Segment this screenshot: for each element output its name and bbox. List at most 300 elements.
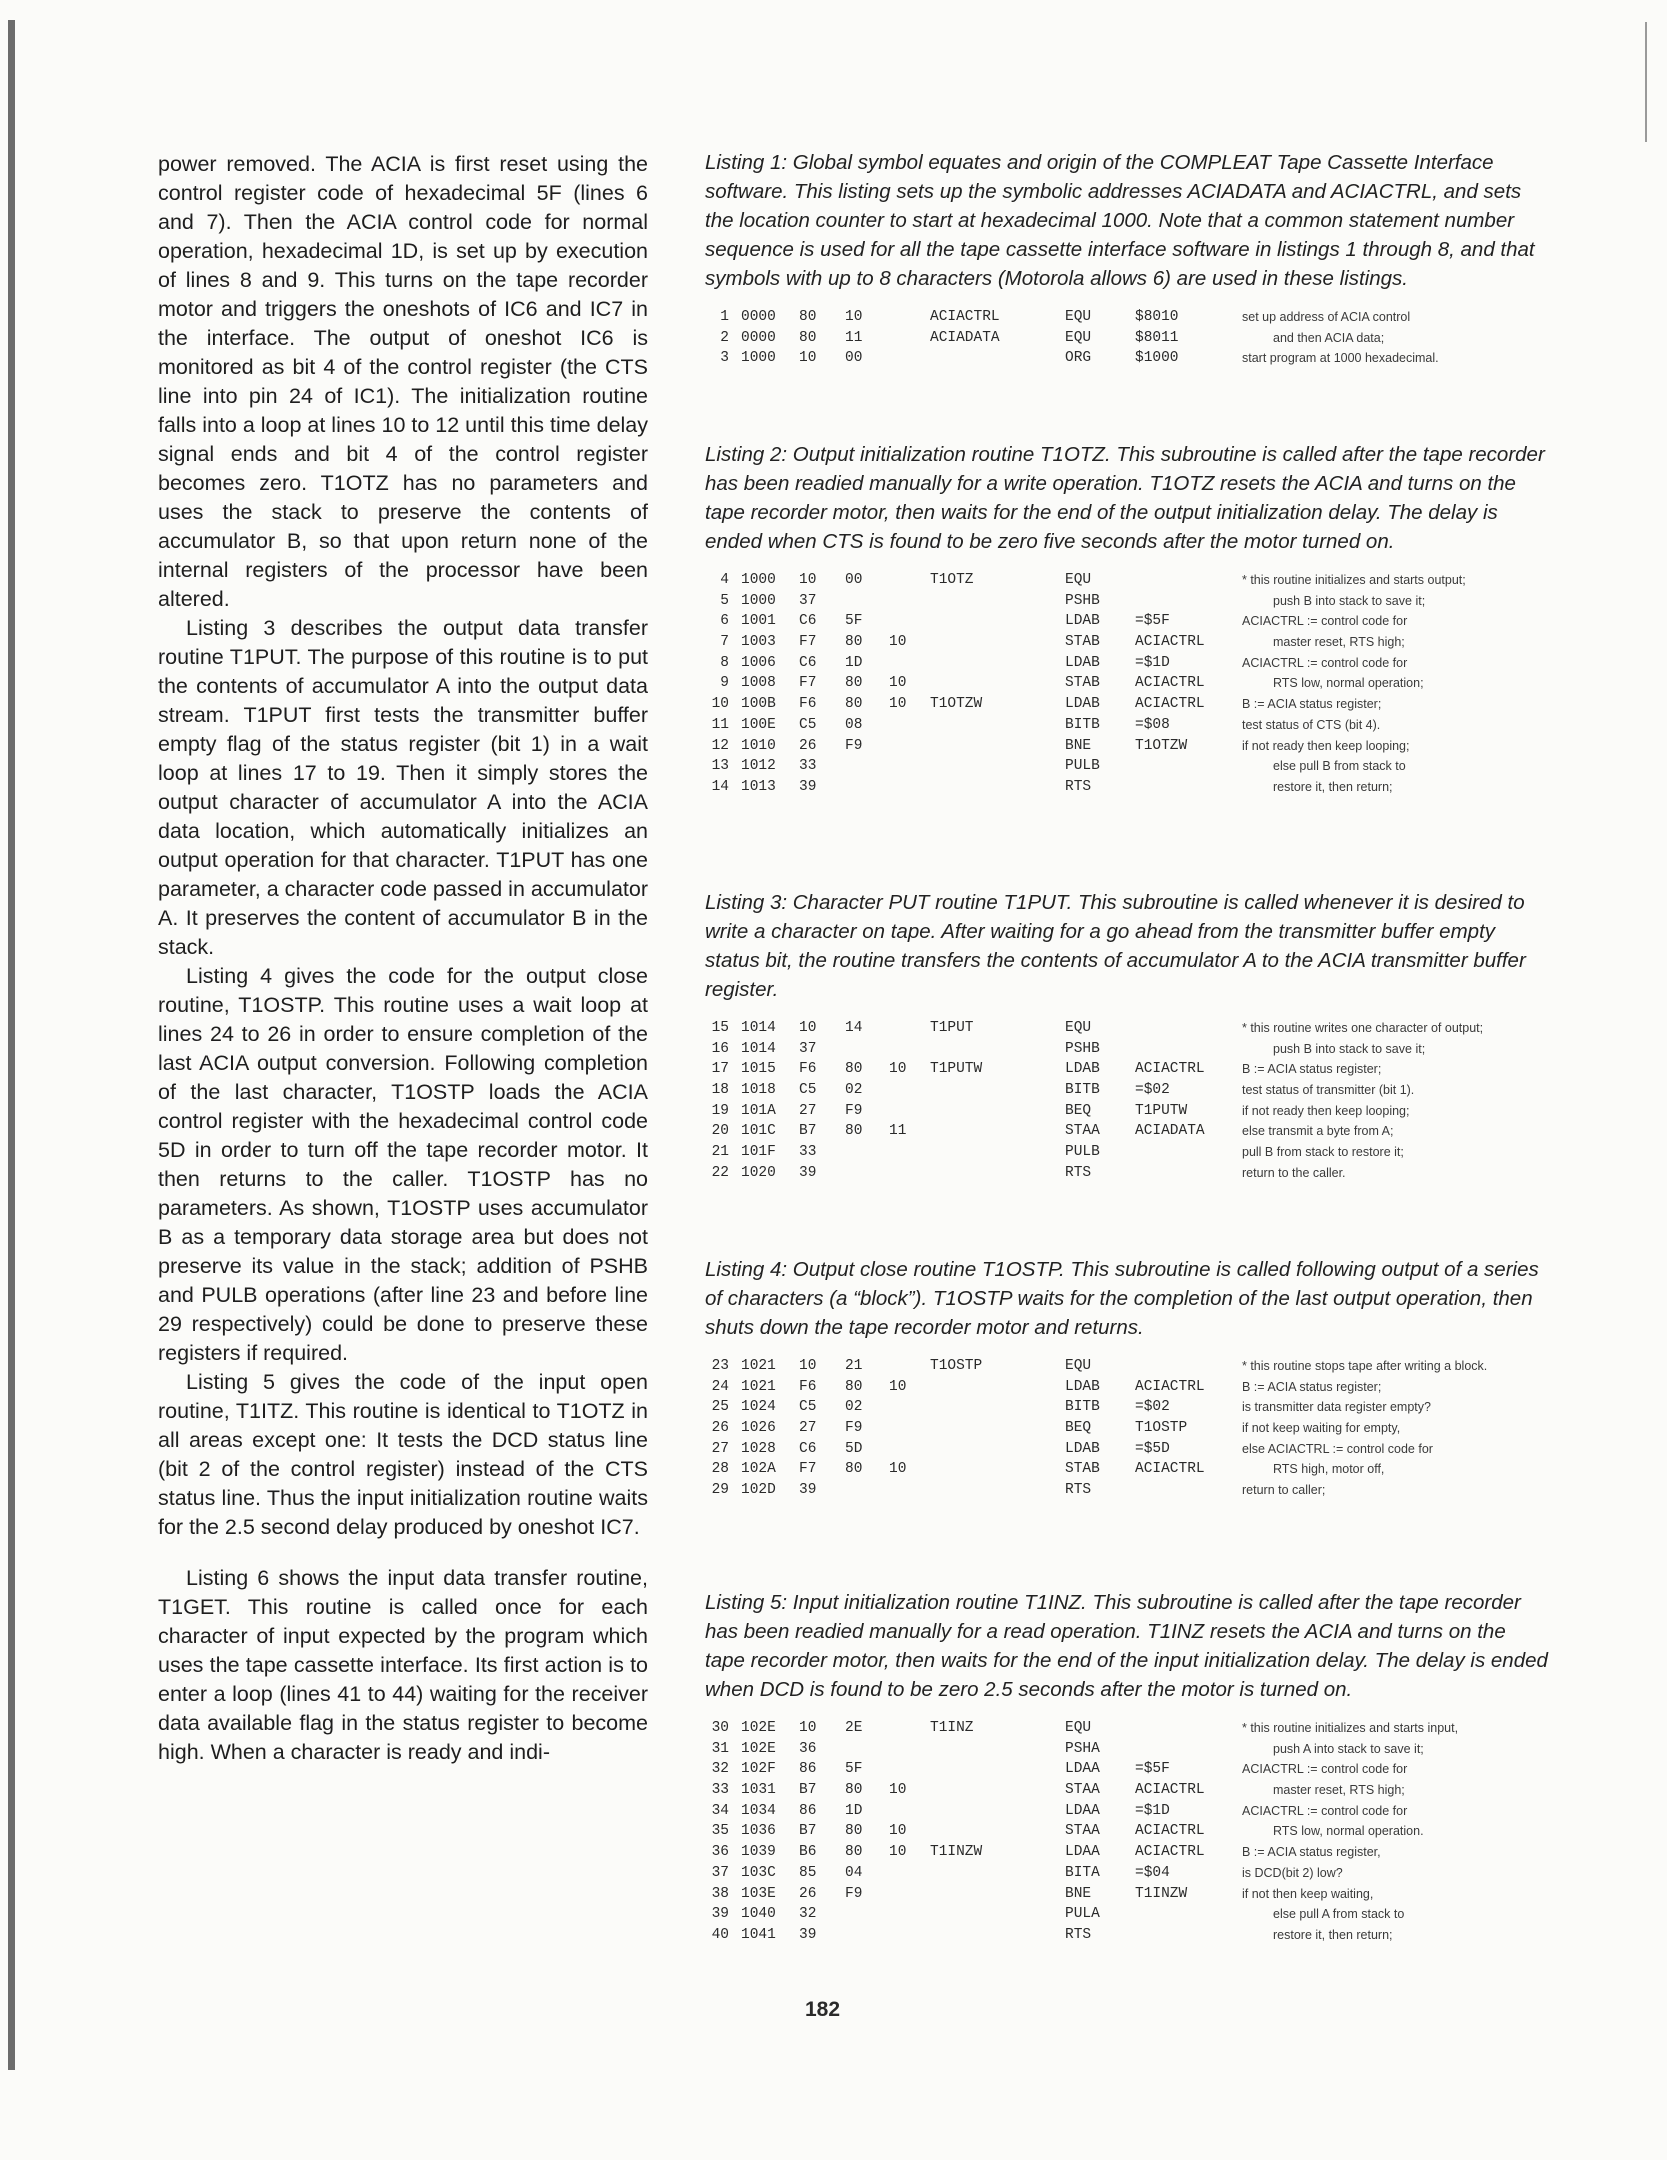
- code-line: [705, 307, 1550, 328]
- comment: else ACIACTRL := control code for: [1242, 1441, 1433, 1456]
- comment: B := ACIA status register;: [1242, 697, 1382, 712]
- code-line: [705, 715, 1550, 736]
- operand: ACIACTRL: [1135, 634, 1205, 651]
- line-number: 33: [711, 1782, 729, 1799]
- operand-byte: 80: [845, 1061, 863, 1078]
- opcode-byte: B6: [799, 1844, 817, 1861]
- line-number: 17: [711, 1061, 729, 1078]
- address: 1013: [741, 778, 776, 795]
- address: 102E: [741, 1740, 776, 1757]
- opcode-byte: 32: [799, 1906, 817, 1923]
- address: 1021: [741, 1378, 776, 1395]
- address: 1001: [741, 613, 776, 630]
- opcode-byte: 10: [799, 572, 817, 588]
- code-line: [705, 1925, 1550, 1946]
- listing-caption: Listing 4: Output close routine T1OSTP. This subroutine is called following output of a series of characters (a “block”). T1OSTP waits for the completion of the last output operation, then shuts down the tape recorder motor and returns.: [705, 1258, 1539, 1339]
- comment: test status of transmitter (bit 1).: [1242, 1083, 1415, 1098]
- listing-5: [705, 1588, 1550, 1946]
- operand-byte: 00: [845, 350, 863, 367]
- line-number: 26: [711, 1420, 729, 1437]
- line-number: 25: [711, 1399, 729, 1416]
- address: 1006: [741, 654, 776, 671]
- mnemonic: EQU: [1065, 1358, 1092, 1374]
- operand-byte: 02: [845, 1082, 863, 1099]
- opcode-byte: F7: [799, 675, 817, 692]
- line-number: 13: [711, 758, 729, 775]
- line-number: 4: [720, 572, 729, 588]
- body-text-column: [158, 150, 648, 1767]
- mnemonic: RTS: [1065, 1482, 1092, 1499]
- code-line: [705, 1439, 1550, 1460]
- address: 1018: [741, 1082, 776, 1099]
- comment: ACIACTRL := control code for: [1242, 1762, 1408, 1777]
- operand: $8010: [1135, 309, 1179, 325]
- address: 1020: [741, 1164, 776, 1181]
- operand-byte: F9: [845, 737, 863, 754]
- operand: ACIACTRL: [1135, 1782, 1205, 1799]
- mnemonic: BITB: [1065, 1399, 1100, 1416]
- code-line: [705, 1121, 1550, 1142]
- comment: RTS high, motor off,: [1273, 1462, 1385, 1477]
- opcode-byte: 26: [799, 1885, 817, 1902]
- comment: return to caller;: [1242, 1483, 1326, 1498]
- comment: B := ACIA status register;: [1242, 1379, 1382, 1394]
- mnemonic: STAA: [1065, 1782, 1100, 1799]
- mnemonic: BITB: [1065, 716, 1100, 733]
- comment: if not keep waiting for empty,: [1242, 1421, 1401, 1436]
- opcode-byte: C6: [799, 613, 817, 630]
- operand: ACIACTRL: [1135, 1823, 1205, 1840]
- mnemonic: PULB: [1065, 1144, 1100, 1161]
- operand-byte: 80: [845, 1823, 863, 1840]
- listing-caption: Listing 2: Output initialization routine T1OTZ. This subroutine is called after the tape recorder has been readied manually for a write operation. T1OTZ resets the ACIA and turns on the tape recorder motor, then waits for the end of the output initialization delay. The delay is ended when CTS is found to be zero five seconds after the motor turned on.: [705, 443, 1545, 553]
- line-number: 9: [720, 675, 729, 692]
- line-number: 5: [720, 592, 729, 609]
- opcode-byte: 10: [799, 1720, 817, 1736]
- mnemonic: PULB: [1065, 758, 1100, 775]
- code-line: [705, 653, 1550, 674]
- comment: * this routine initializes and starts output;: [1242, 573, 1466, 587]
- code-line: [705, 632, 1550, 653]
- address: 101A: [741, 1102, 776, 1119]
- comment: restore it, then return;: [1273, 1927, 1393, 1942]
- line-number: 19: [711, 1102, 729, 1119]
- line-number: 14: [711, 778, 729, 795]
- operand-byte: 5F: [845, 613, 863, 630]
- operand-byte: 80: [845, 1844, 863, 1861]
- operand-byte: F9: [845, 1885, 863, 1902]
- address: 1021: [741, 1358, 776, 1374]
- listing-caption: Listing 1: Global symbol equates and origin of the COMPLEAT Tape Cassette Interface software. This listing sets up the symbolic addresses ACIADATA and ACIACTRL, and sets the location counter to start at hexadecimal 1000. Note that a common statement number sequence is used for all the tape cassette interface software in listings 1 through 8, and that symbols with up to 8 characters (Motorola allows 6) are used in these listings.: [705, 151, 1535, 290]
- mnemonic: BITA: [1065, 1864, 1100, 1881]
- operand-byte: 10: [889, 634, 907, 651]
- operand-byte: 10: [845, 309, 863, 325]
- mnemonic: EQU: [1065, 309, 1092, 325]
- mnemonic: BITB: [1065, 1082, 1100, 1099]
- line-number: 6: [720, 613, 729, 630]
- address: 101C: [741, 1123, 776, 1140]
- line-number: 20: [711, 1123, 729, 1140]
- code-line: [705, 694, 1550, 715]
- mnemonic: EQU: [1065, 572, 1092, 588]
- operand: ACIACTRL: [1135, 1844, 1205, 1861]
- line-number: 30: [711, 1720, 729, 1736]
- opcode-byte: 10: [799, 1358, 817, 1374]
- opcode-byte: F7: [799, 1461, 817, 1478]
- line-number: 32: [711, 1761, 729, 1778]
- operand: =$5F: [1135, 613, 1170, 630]
- address: 103C: [741, 1864, 776, 1881]
- address: 1039: [741, 1844, 776, 1861]
- label: T1INZW: [930, 1844, 983, 1861]
- address: 100E: [741, 716, 776, 733]
- opcode-byte: C5: [799, 716, 817, 733]
- opcode-byte: 33: [799, 758, 817, 775]
- address: 1012: [741, 758, 776, 775]
- opcode-byte: F6: [799, 696, 817, 713]
- label: T1INZ: [930, 1720, 974, 1736]
- mnemonic: STAA: [1065, 1123, 1100, 1140]
- address: 0000: [741, 329, 776, 346]
- listing-3: [705, 888, 1550, 1184]
- operand-byte: 10: [889, 1844, 907, 1861]
- code-block: [705, 1018, 1550, 1184]
- operand-byte: 80: [845, 675, 863, 692]
- comment: is transmitter data register empty?: [1242, 1400, 1431, 1415]
- address: 1010: [741, 737, 776, 754]
- mnemonic: STAB: [1065, 634, 1100, 651]
- comment: RTS low, normal operation.: [1273, 1824, 1424, 1839]
- operand-byte: 02: [845, 1399, 863, 1416]
- label: T1PUTW: [930, 1061, 983, 1078]
- opcode-byte: 33: [799, 1144, 817, 1161]
- comment: if not ready then keep looping;: [1242, 738, 1410, 753]
- comment: set up address of ACIA control: [1242, 310, 1411, 324]
- opcode-byte: 27: [799, 1102, 817, 1119]
- comment: else transmit a byte from A;: [1242, 1124, 1394, 1139]
- comment: B := ACIA status register,: [1242, 1845, 1381, 1860]
- line-number: 29: [711, 1482, 729, 1499]
- code-line: [705, 570, 1550, 591]
- operand: =$1D: [1135, 1802, 1170, 1819]
- code-line: [705, 1418, 1550, 1439]
- line-number: 39: [711, 1906, 729, 1923]
- label: ACIADATA: [930, 329, 1000, 346]
- mnemonic: PSHA: [1065, 1740, 1100, 1757]
- line-number: 2: [720, 329, 729, 346]
- address: 1000: [741, 592, 776, 609]
- opcode-byte: 36: [799, 1740, 817, 1757]
- line-number: 37: [711, 1864, 729, 1881]
- opcode-byte: 85: [799, 1864, 817, 1881]
- opcode-byte: 10: [799, 1020, 817, 1036]
- label: T1PUT: [930, 1020, 974, 1036]
- line-number: 21: [711, 1144, 729, 1161]
- opcode-byte: C5: [799, 1082, 817, 1099]
- code-line: [705, 777, 1550, 798]
- address: 1024: [741, 1399, 776, 1416]
- opcode-byte: B7: [799, 1782, 817, 1799]
- address: 1015: [741, 1061, 776, 1078]
- operand: =$5D: [1135, 1440, 1170, 1457]
- mnemonic: RTS: [1065, 1926, 1092, 1943]
- comment: ACIACTRL := control code for: [1242, 1803, 1408, 1818]
- code-line: [705, 1480, 1550, 1501]
- code-line: [705, 673, 1550, 694]
- opcode-byte: 86: [799, 1761, 817, 1778]
- address: 1000: [741, 350, 776, 367]
- address: 1026: [741, 1420, 776, 1437]
- operand-byte: 80: [845, 1461, 863, 1478]
- operand: $1000: [1135, 350, 1179, 367]
- operand: ACIACTRL: [1135, 1461, 1205, 1478]
- address: 103E: [741, 1885, 776, 1902]
- listing-4: [705, 1255, 1550, 1501]
- listing-caption: Listing 3: Character PUT routine T1PUT. This subroutine is called whenever it is desired to write a character on tape. After waiting for a go ahead from the transmitter buffer empty status bit, the routine transfers the contents of accumulator A to the ACIA transmitter buffer register.: [705, 891, 1526, 1001]
- address: 0000: [741, 309, 776, 325]
- code-line: [705, 348, 1550, 369]
- code-line: [705, 1059, 1550, 1080]
- code-line: [705, 1759, 1550, 1780]
- code-block: [705, 1356, 1550, 1501]
- comment: B := ACIA status register;: [1242, 1062, 1382, 1077]
- comment: push B into stack to save it;: [1273, 593, 1426, 608]
- operand-byte: 10: [889, 1461, 907, 1478]
- comment: start program at 1000 hexadecimal.: [1242, 351, 1439, 366]
- comment: push B into stack to save it;: [1273, 1041, 1426, 1056]
- address: 1000: [741, 572, 776, 588]
- code-line: [705, 1080, 1550, 1101]
- address: 1014: [741, 1040, 776, 1057]
- comment: * this routine stops tape after writing a block.: [1242, 1359, 1488, 1373]
- comment: is DCD(bit 2) low?: [1242, 1865, 1343, 1880]
- comment: ACIACTRL := control code for: [1242, 614, 1408, 629]
- operand-byte: 1D: [845, 1802, 863, 1819]
- opcode-byte: 39: [799, 778, 817, 795]
- code-line: [705, 1842, 1550, 1863]
- operand-byte: 14: [845, 1020, 863, 1036]
- operand: =$08: [1135, 716, 1170, 733]
- opcode-byte: 80: [799, 329, 817, 346]
- mnemonic: EQU: [1065, 329, 1092, 346]
- page-number: 182: [805, 1998, 841, 2021]
- operand: T1INZW: [1135, 1885, 1188, 1902]
- address: 1028: [741, 1440, 776, 1457]
- listing-caption: Listing 5: Input initialization routine T1INZ. This subroutine is called after the tape recorder has been readied manually for a read operation. T1INZ resets the ACIA and turns on the tape recorder motor, then waits for the end of the input initialization delay. The delay is ended when DCD is found to be zero 2.5 seconds after the motor is turned on.: [705, 1591, 1548, 1701]
- operand-byte: 21: [845, 1358, 863, 1374]
- mnemonic: LDAB: [1065, 1440, 1100, 1457]
- code-line: [705, 1356, 1550, 1377]
- comment: else pull B from stack to: [1273, 759, 1406, 774]
- mnemonic: LDAB: [1065, 696, 1100, 713]
- code-line: [705, 1821, 1550, 1842]
- line-number: 16: [711, 1040, 729, 1057]
- mnemonic: BEQ: [1065, 1420, 1092, 1437]
- opcode-byte: F7: [799, 634, 817, 651]
- address: 1041: [741, 1926, 776, 1943]
- mnemonic: LDAB: [1065, 1378, 1100, 1395]
- operand: =$02: [1135, 1082, 1170, 1099]
- operand-byte: 10: [889, 1378, 907, 1395]
- operand: ACIACTRL: [1135, 1378, 1205, 1395]
- comment: master reset, RTS high;: [1273, 635, 1405, 650]
- code-line: [705, 1459, 1550, 1480]
- opcode-byte: 37: [799, 1040, 817, 1057]
- line-number: 36: [711, 1844, 729, 1861]
- mnemonic: LDAA: [1065, 1802, 1100, 1819]
- operand: ACIACTRL: [1135, 696, 1205, 713]
- mnemonic: LDAB: [1065, 654, 1100, 671]
- mnemonic: LDAB: [1065, 613, 1100, 630]
- comment: if not ready then keep looping;: [1242, 1103, 1410, 1118]
- opcode-byte: F6: [799, 1061, 817, 1078]
- line-number: 22: [711, 1164, 729, 1181]
- opcode-byte: 80: [799, 309, 817, 325]
- address: 1036: [741, 1823, 776, 1840]
- operand-byte: 10: [889, 675, 907, 692]
- operand-byte: 08: [845, 716, 863, 733]
- address: 1031: [741, 1782, 776, 1799]
- label: ACIACTRL: [930, 309, 1000, 325]
- line-number: 31: [711, 1740, 729, 1757]
- listing-1: [705, 148, 1550, 369]
- mnemonic: STAB: [1065, 1461, 1100, 1478]
- code-line: [705, 756, 1550, 777]
- code-block: [705, 307, 1550, 369]
- line-number: 15: [711, 1020, 729, 1036]
- operand: =$02: [1135, 1399, 1170, 1416]
- mnemonic: EQU: [1065, 1020, 1092, 1036]
- comment: ACIACTRL := control code for: [1242, 655, 1408, 670]
- operand-byte: 5F: [845, 1761, 863, 1778]
- operand-byte: 2E: [845, 1720, 863, 1736]
- operand-byte: 10: [889, 696, 907, 713]
- operand-byte: 80: [845, 1123, 863, 1140]
- line-number: 23: [711, 1358, 729, 1374]
- paragraph: Listing 5 gives the code of the input open routine, T1ITZ. This routine is identical to T1OTZ in all areas except one: It tests the DCD status line (bit 2 of the control register) instead of the CTS status line. Thus the input initialization routine waits for the 2.5 second delay produced by oneshot IC7.: [158, 1370, 648, 1539]
- code-line: [705, 1039, 1550, 1060]
- comment: if not then keep waiting,: [1242, 1886, 1374, 1901]
- address: 1034: [741, 1802, 776, 1819]
- operand: T1OSTP: [1135, 1420, 1188, 1437]
- code-line: [705, 1377, 1550, 1398]
- operand: T1OTZW: [1135, 737, 1188, 754]
- mnemonic: RTS: [1065, 1164, 1092, 1181]
- opcode-byte: 10: [799, 350, 817, 367]
- opcode-byte: F6: [799, 1378, 817, 1395]
- code-line: [705, 1904, 1550, 1925]
- mnemonic: EQU: [1065, 1720, 1092, 1736]
- line-number: 40: [711, 1926, 729, 1943]
- paragraph: Listing 6 shows the input data transfer routine, T1GET. This routine is called once for each character of input expected by the program which uses the tape cassette interface. Its first action is to enter a loop (lines 41 to 44) waiting for the receiver data available flag in the status register to become high. When a character is ready and indi-: [158, 1566, 648, 1764]
- mnemonic: LDAB: [1065, 1061, 1100, 1078]
- opcode-byte: 26: [799, 737, 817, 754]
- address: 102E: [741, 1720, 776, 1736]
- address: 1003: [741, 634, 776, 651]
- comment: test status of CTS (bit 4).: [1242, 717, 1381, 732]
- address: 101F: [741, 1144, 776, 1161]
- comment: and then ACIA data;: [1273, 330, 1385, 345]
- mnemonic: BNE: [1065, 1885, 1092, 1902]
- comment: pull B from stack to restore it;: [1242, 1145, 1404, 1160]
- operand-byte: 80: [845, 634, 863, 651]
- operand: ACIACTRL: [1135, 675, 1205, 692]
- opcode-byte: 37: [799, 592, 817, 609]
- comment: * this routine writes one character of output;: [1242, 1021, 1484, 1035]
- mnemonic: PSHB: [1065, 1040, 1100, 1057]
- comment: RTS low, normal operation;: [1273, 676, 1424, 691]
- operand-byte: 11: [889, 1123, 907, 1140]
- line-number: 28: [711, 1461, 729, 1478]
- address: 100B: [741, 696, 776, 713]
- code-line: [705, 611, 1550, 632]
- mnemonic: RTS: [1065, 778, 1092, 795]
- code-line: [705, 1142, 1550, 1163]
- operand: =$5F: [1135, 1761, 1170, 1778]
- opcode-byte: C6: [799, 1440, 817, 1457]
- operand-byte: 04: [845, 1864, 863, 1881]
- address: 102D: [741, 1482, 776, 1499]
- code-line: [705, 1739, 1550, 1760]
- opcode-byte: 86: [799, 1802, 817, 1819]
- line-number: 10: [711, 696, 729, 713]
- opcode-byte: C6: [799, 654, 817, 671]
- operand-byte: 10: [889, 1061, 907, 1078]
- mnemonic: PSHB: [1065, 592, 1100, 609]
- operand: $8011: [1135, 329, 1179, 346]
- mnemonic: STAA: [1065, 1823, 1100, 1840]
- operand: ACIADATA: [1135, 1123, 1205, 1140]
- comment: return to the caller.: [1242, 1165, 1346, 1180]
- line-number: 24: [711, 1378, 729, 1395]
- address: 102A: [741, 1461, 776, 1478]
- opcode-byte: 39: [799, 1926, 817, 1943]
- line-number: 34: [711, 1802, 729, 1819]
- paragraph: Listing 3 describes the output data transfer routine T1PUT. The purpose of this routine is to put the contents of accumulator A into the output data stream. T1PUT first tests the transmitter buffer empty flag of the status register (bit 1) in a wait loop at lines 17 to 19. Then it simply stores the output character of accumulator A into the ACIA data location, which automatically initializes an output operation for that character. T1PUT has one parameter, a character code passed in accumulator A. It preserves the content of accumulator B in the stack.: [158, 616, 648, 959]
- opcode-byte: B7: [799, 1823, 817, 1840]
- mnemonic: ORG: [1065, 350, 1092, 367]
- opcode-byte: 39: [799, 1482, 817, 1499]
- code-block: [705, 1718, 1550, 1946]
- operand: T1PUTW: [1135, 1102, 1188, 1119]
- line-number: 35: [711, 1823, 729, 1840]
- label: T1OSTP: [930, 1358, 983, 1374]
- operand-byte: 00: [845, 572, 863, 588]
- operand: =$04: [1135, 1864, 1170, 1881]
- mnemonic: STAB: [1065, 675, 1100, 692]
- mnemonic: BEQ: [1065, 1102, 1092, 1119]
- opcode-byte: 39: [799, 1164, 817, 1181]
- line-number: 8: [720, 654, 729, 671]
- code-line: [705, 328, 1550, 349]
- paragraph: power removed. The ACIA is first reset using the control register code of hexadecimal 5F (lines 6 and 7). Then the ACIA control code for normal operation, hexadecimal 1D, is set up by execution of lines 8 and 9. This turns on the tape recorder motor and triggers the oneshots of IC6 and IC7 in the interface. The output of oneshot IC6 is monitored as bit 4 of the control register (the CTS line into pin 24 of IC1). The initialization routine falls into a loop at lines 10 to 12 until this time delay signal ends and bit 4 of the control register becomes zero. T1OTZ has no parameters and uses the stack to preserve the contents of accumulator B, so that upon return none of the internal registers of the processor have been altered.: [158, 152, 649, 611]
- left-edge-bar: [8, 20, 15, 2070]
- address: 1008: [741, 675, 776, 692]
- opcode-byte: C5: [799, 1399, 817, 1416]
- operand-byte: F9: [845, 1102, 863, 1119]
- address: 1040: [741, 1906, 776, 1923]
- code-line: [705, 1884, 1550, 1905]
- operand-byte: 10: [889, 1782, 907, 1799]
- comment: restore it, then return;: [1273, 779, 1393, 794]
- listing-2: [705, 440, 1550, 798]
- code-line: [705, 1397, 1550, 1418]
- mnemonic: PULA: [1065, 1906, 1100, 1923]
- comment: master reset, RTS high;: [1273, 1783, 1405, 1798]
- line-number: 1: [720, 309, 729, 325]
- line-number: 18: [711, 1082, 729, 1099]
- operand: ACIACTRL: [1135, 1061, 1205, 1078]
